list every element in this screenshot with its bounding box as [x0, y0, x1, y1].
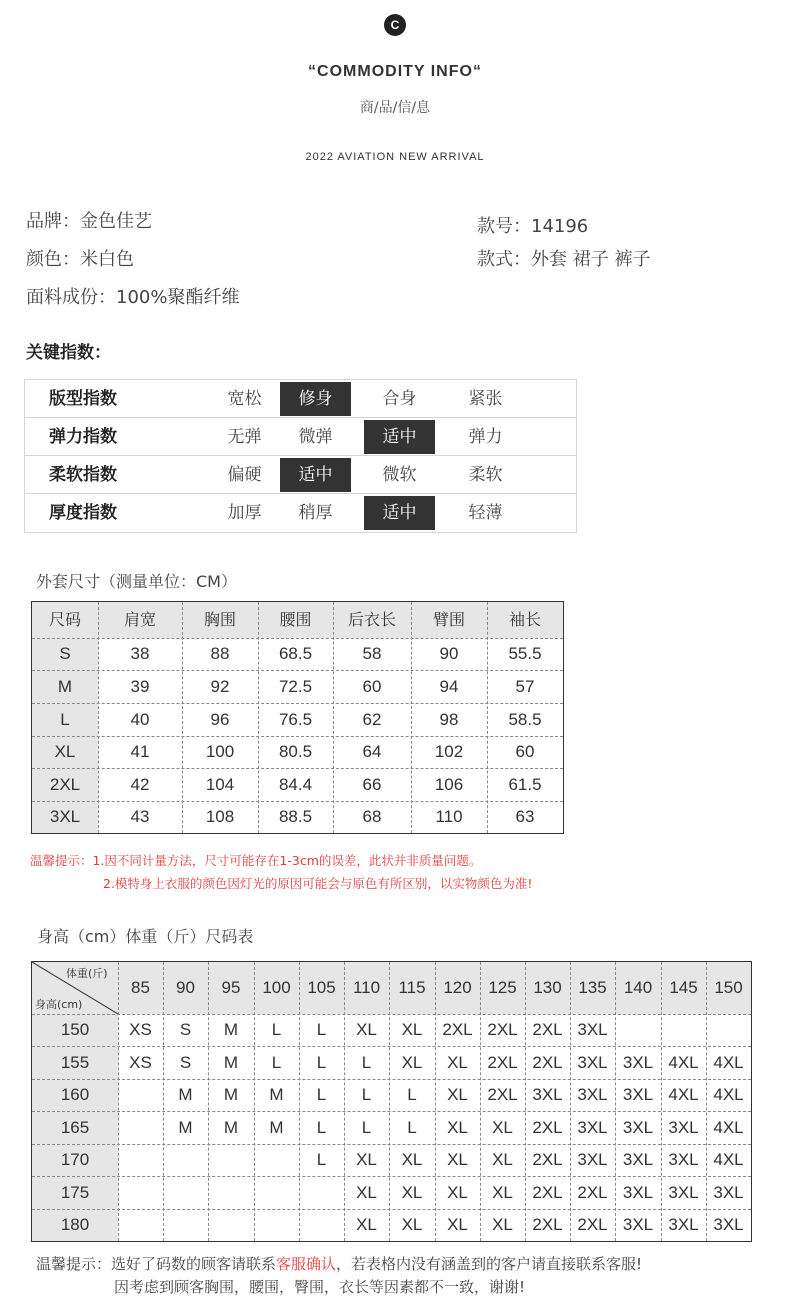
hw-size-cell: 3XL — [713, 1183, 744, 1202]
hw-size-cell: XL — [356, 1020, 377, 1039]
key-index-option: 无弹 — [227, 427, 262, 447]
coat-value-cell: 40 — [130, 710, 150, 729]
hw-size-cell — [208, 1176, 254, 1209]
tip-line-2: 因考虑到顾客胸围，腰围，臀围，衣长等因素都不一致，谢谢! — [114, 1278, 526, 1296]
coat-value-cell: 76.5 — [278, 710, 313, 729]
hw-size-cell: 2XL — [487, 1020, 518, 1039]
hw-weight-header: 125 — [488, 978, 517, 997]
coat-value-cell: 60 — [515, 742, 535, 761]
hw-weight-header: 145 — [669, 978, 698, 997]
coat-size-title: 外套尺寸（测量单位：CM） — [36, 572, 237, 591]
hw-size-cell: M — [269, 1085, 284, 1104]
hw-size-cell: 2XL — [532, 1020, 563, 1039]
hw-size-cell: S — [179, 1053, 192, 1072]
hw-size-cell: L — [361, 1085, 372, 1104]
hw-size-cell — [254, 1144, 299, 1176]
key-index-row — [25, 418, 576, 456]
hw-size-cell: XL — [492, 1215, 513, 1234]
hw-weight-header: 150 — [714, 978, 743, 997]
key-index-option: 宽松 — [227, 389, 262, 409]
hw-size-cell: L — [316, 1020, 327, 1039]
coat-value-cell: 68 — [362, 807, 382, 826]
corner-height-label: 身高(cm) — [35, 998, 83, 1011]
hw-size-cell: 3XL — [577, 1020, 608, 1039]
key-index-option: 紧张 — [468, 389, 503, 409]
hw-size-cell: XL — [356, 1183, 377, 1202]
hw-size-cell: XL — [447, 1118, 468, 1137]
key-index-table — [24, 379, 577, 533]
coat-value-cell: 110 — [435, 807, 463, 826]
hw-size-cell: 4XL — [713, 1053, 744, 1072]
hw-size-cell: L — [407, 1085, 417, 1104]
coat-value-cell: 84.4 — [278, 775, 313, 794]
key-index-label: 版型指数 — [49, 389, 117, 409]
coat-size-label: XL — [54, 742, 76, 761]
hw-size-cell — [163, 1144, 208, 1176]
hw-size-cell: 3XL — [577, 1150, 608, 1169]
coat-value-cell: 63 — [515, 807, 535, 826]
hw-size-cell: M — [223, 1053, 239, 1072]
hw-size-cell: 2XL — [532, 1118, 563, 1137]
hw-weight-header: 90 — [176, 978, 195, 997]
brand-logo: C — [384, 14, 406, 36]
key-index-option-selected: 适中 — [364, 420, 435, 454]
coat-value-cell: 57 — [515, 677, 535, 696]
hw-size-cell: 3XL — [622, 1053, 654, 1072]
coat-value-cell: 58.5 — [508, 710, 542, 729]
hw-height-label: 155 — [60, 1053, 90, 1072]
key-index-option: 稍厚 — [298, 503, 333, 523]
corner-weight-label: 体重(斤) — [66, 967, 108, 980]
hw-size-cell: XL — [401, 1183, 423, 1202]
section-title-en: “COMMODITY INFO“ — [308, 63, 482, 80]
coat-value-cell: 72.5 — [278, 677, 313, 696]
coat-value-cell: 88 — [210, 644, 230, 663]
hw-size-cell: 2XL — [487, 1085, 518, 1104]
hw-size-cell: 4XL — [668, 1053, 699, 1072]
coat-value-cell: 90 — [439, 644, 459, 663]
coat-value-cell: 39 — [130, 677, 150, 696]
coat-size-label: 2XL — [49, 775, 81, 794]
hw-size-cell: 3XL — [622, 1150, 654, 1169]
key-index-option: 加厚 — [227, 503, 262, 523]
key-index-option: 合身 — [382, 389, 417, 409]
coat-header-cell: 肩宽 — [123, 610, 156, 629]
coat-size-label: L — [60, 710, 70, 729]
hw-size-cell: XL — [447, 1215, 468, 1234]
key-index-label: 柔软指数 — [49, 465, 117, 485]
hw-size-cell — [163, 1209, 208, 1241]
hw-size-cell: XS — [129, 1053, 152, 1072]
hw-weight-header: 85 — [131, 978, 150, 997]
hw-weight-header: 115 — [398, 978, 426, 997]
key-index-option-selected: 修身 — [280, 382, 351, 416]
hw-size-cell: 3XL — [622, 1118, 654, 1137]
hw-size-cell: L — [271, 1020, 282, 1039]
key-index-option: 偏硬 — [227, 465, 262, 485]
hw-size-cell: 3XL — [577, 1085, 608, 1104]
hw-size-cell: XL — [356, 1150, 377, 1169]
hw-size-cell: 3XL — [668, 1215, 699, 1234]
hw-weight-header: 95 — [221, 978, 241, 997]
hw-size-cell: XL — [447, 1085, 468, 1104]
warning-line-1: 温馨提示：1.因不同计量方法，尺寸可能存在1-3cm的误差，此状并非质量问题。 — [30, 853, 482, 868]
style-info: 款式：外套 裙子 裤子 — [477, 249, 651, 270]
key-index-option-selected: 适中 — [280, 458, 351, 492]
hw-size-cell: XL — [401, 1053, 423, 1072]
hw-height-label: 165 — [60, 1118, 90, 1137]
hw-size-cell — [299, 1209, 344, 1241]
hw-weight-header: 140 — [623, 978, 653, 997]
hw-size-cell: 3XL — [668, 1150, 699, 1169]
coat-header-cell: 后衣长 — [347, 610, 396, 629]
hw-size-cell: L — [361, 1118, 372, 1137]
hw-size-cell — [706, 1014, 751, 1046]
hw-size-cell: M — [178, 1118, 193, 1137]
hw-size-cell: L — [316, 1085, 327, 1104]
hw-height-label: 175 — [60, 1183, 90, 1202]
key-index-row — [25, 494, 576, 532]
hw-size-cell: M — [178, 1085, 193, 1104]
tip-line-1 — [36, 1253, 642, 1274]
hw-height-label: 180 — [60, 1215, 90, 1234]
coat-header-cell: 胸围 — [203, 610, 236, 629]
coat-value-cell: 104 — [205, 775, 235, 794]
hw-size-cell: XL — [492, 1118, 513, 1137]
hw-size-cell: L — [316, 1150, 327, 1169]
coat-value-cell: 60 — [362, 677, 382, 696]
key-index-option: 微弹 — [298, 427, 333, 447]
hw-size-cell: 2XL — [577, 1183, 608, 1202]
hw-height-label: 150 — [60, 1020, 90, 1039]
coat-size-table — [31, 601, 564, 834]
hw-size-cell: 4XL — [713, 1118, 744, 1137]
tip-highlight: 客服确认 — [276, 1255, 337, 1273]
hw-size-cell: 3XL — [668, 1118, 699, 1137]
coat-value-cell: 94 — [439, 677, 459, 696]
hw-size-cell: 3XL — [622, 1183, 654, 1202]
hw-size-cell: M — [223, 1118, 239, 1137]
hw-size-cell: 3XL — [713, 1215, 744, 1234]
coat-value-cell: 66 — [362, 775, 382, 794]
section-subtitle: 2022 AVIATION NEW ARRIVAL — [305, 151, 485, 163]
hw-size-cell — [163, 1176, 208, 1209]
hw-size-cell — [254, 1176, 299, 1209]
fabric-info: 面料成份：100%聚酯纤维 — [26, 287, 240, 308]
coat-value-cell: 62 — [362, 710, 382, 729]
hw-size-cell: 4XL — [668, 1085, 699, 1104]
hw-size-cell — [661, 1014, 706, 1046]
hw-size-cell: XL — [447, 1183, 468, 1202]
coat-header-cell: 尺码 — [48, 610, 81, 629]
hw-weight-header: 135 — [578, 978, 607, 997]
hw-size-cell: XL — [447, 1150, 468, 1169]
coat-value-cell: 96 — [210, 710, 230, 729]
hw-size-cell: 3XL — [622, 1085, 654, 1104]
hw-size-cell: 4XL — [713, 1085, 744, 1104]
hw-size-cell: XL — [401, 1215, 423, 1234]
tip-suffix: ，若表格内没有涵盖到的客户请直接联系客服! — [336, 1255, 643, 1273]
hw-chart-title: 身高（cm）体重（斤）尺码表 — [37, 927, 254, 946]
key-index-row — [25, 380, 576, 418]
coat-value-cell: 80.5 — [278, 742, 313, 761]
coat-value-cell: 88.5 — [278, 807, 313, 826]
hw-size-cell — [299, 1176, 344, 1209]
hw-size-cell — [118, 1079, 163, 1111]
hw-size-cell: 2XL — [532, 1183, 563, 1202]
hw-size-cell: 3XL — [532, 1085, 563, 1104]
coat-header-cell: 臂围 — [432, 610, 465, 629]
hw-size-cell: L — [316, 1118, 327, 1137]
hw-weight-header: 100 — [262, 978, 291, 997]
hw-size-cell: 2XL — [532, 1215, 563, 1234]
hw-size-cell: XL — [447, 1053, 468, 1072]
coat-value-cell: 100 — [205, 742, 235, 761]
hw-size-cell: M — [223, 1020, 239, 1039]
key-index-label: 厚度指数 — [49, 503, 117, 523]
key-index-option: 弹力 — [468, 427, 503, 447]
hw-size-cell — [615, 1014, 661, 1046]
hw-size-table — [31, 961, 752, 1242]
hw-size-cell: L — [271, 1053, 282, 1072]
coat-value-cell: 92 — [210, 677, 230, 696]
hw-weight-header: 105 — [307, 978, 336, 997]
hw-size-cell — [118, 1176, 163, 1209]
hw-size-cell: 2XL — [577, 1215, 608, 1234]
hw-height-label: 170 — [60, 1150, 90, 1169]
coat-size-label: S — [59, 644, 71, 663]
coat-header-cell: 袖长 — [508, 610, 541, 629]
hw-size-cell: 3XL — [577, 1118, 608, 1137]
hw-weight-header: 130 — [533, 978, 562, 997]
tip-prefix: 温馨提示：选好了码数的顾客请联系 — [36, 1255, 277, 1273]
coat-value-cell: 38 — [130, 644, 150, 663]
coat-header-cell: 腰围 — [279, 610, 312, 629]
coat-value-cell: 68.5 — [278, 644, 313, 663]
hw-size-cell: S — [179, 1020, 192, 1039]
hw-size-cell: 3XL — [622, 1215, 654, 1234]
coat-value-cell: 58 — [362, 644, 382, 663]
hw-size-cell: M — [223, 1085, 239, 1104]
hw-size-cell: 2XL — [532, 1150, 563, 1169]
brand-info: 品牌：金色佳艺 — [26, 211, 152, 232]
hw-size-cell — [118, 1209, 163, 1241]
hw-size-cell: 2XL — [442, 1020, 473, 1039]
hw-size-cell: L — [316, 1053, 327, 1072]
coat-value-cell: 42 — [130, 775, 150, 794]
hw-weight-header: 110 — [352, 978, 381, 997]
coat-value-cell: 61.5 — [508, 775, 542, 794]
key-index-label: 弹力指数 — [49, 427, 117, 447]
key-index-option: 微软 — [382, 465, 417, 485]
coat-value-cell: 108 — [205, 807, 235, 826]
key-index-option-selected: 适中 — [364, 496, 435, 530]
hw-size-cell — [254, 1209, 299, 1241]
hw-size-cell: XS — [129, 1020, 152, 1039]
hw-size-cell — [118, 1111, 163, 1144]
coat-size-label: 3XL — [49, 807, 81, 826]
color-info: 颜色：米白色 — [26, 249, 134, 270]
hw-size-cell — [208, 1209, 254, 1241]
coat-value-cell: 98 — [439, 710, 459, 729]
hw-size-cell: 3XL — [668, 1183, 699, 1202]
hw-size-cell: 2XL — [487, 1053, 518, 1072]
hw-size-cell: XL — [401, 1020, 423, 1039]
hw-size-cell: L — [361, 1053, 372, 1072]
coat-value-cell: 55.5 — [508, 644, 542, 663]
coat-value-cell: 102 — [434, 742, 464, 761]
key-index-option: 柔软 — [468, 465, 503, 485]
key-index-row — [25, 456, 576, 494]
hw-size-cell — [118, 1144, 163, 1176]
hw-size-cell: XL — [356, 1215, 377, 1234]
hw-size-cell: M — [269, 1118, 284, 1137]
section-title-cn: 商/品/信/息 — [359, 100, 431, 116]
hw-size-cell: XL — [492, 1183, 513, 1202]
hw-height-label: 160 — [60, 1085, 90, 1104]
hw-weight-header: 120 — [443, 978, 472, 997]
hw-size-cell: XL — [492, 1150, 513, 1169]
coat-value-cell: 41 — [130, 742, 150, 761]
hw-size-cell: XL — [401, 1150, 423, 1169]
coat-value-cell: 43 — [130, 807, 150, 826]
coat-value-cell: 106 — [434, 775, 464, 794]
warning-line-2: 2.模特身上衣服的颜色因灯光的原因可能会与原色有所区别，以实物颜色为准! — [103, 876, 533, 891]
key-index-option: 轻薄 — [468, 503, 503, 523]
hw-size-cell: 3XL — [577, 1053, 608, 1072]
style-number-info: 款号：14196 — [477, 216, 589, 237]
coat-value-cell: 64 — [362, 742, 382, 761]
hw-size-cell: L — [407, 1118, 417, 1137]
hw-size-cell — [208, 1144, 254, 1176]
key-index-title: 关键指数： — [26, 343, 111, 363]
hw-size-cell: 2XL — [532, 1053, 563, 1072]
hw-size-cell: 4XL — [713, 1150, 744, 1169]
coat-size-label: M — [57, 677, 73, 696]
